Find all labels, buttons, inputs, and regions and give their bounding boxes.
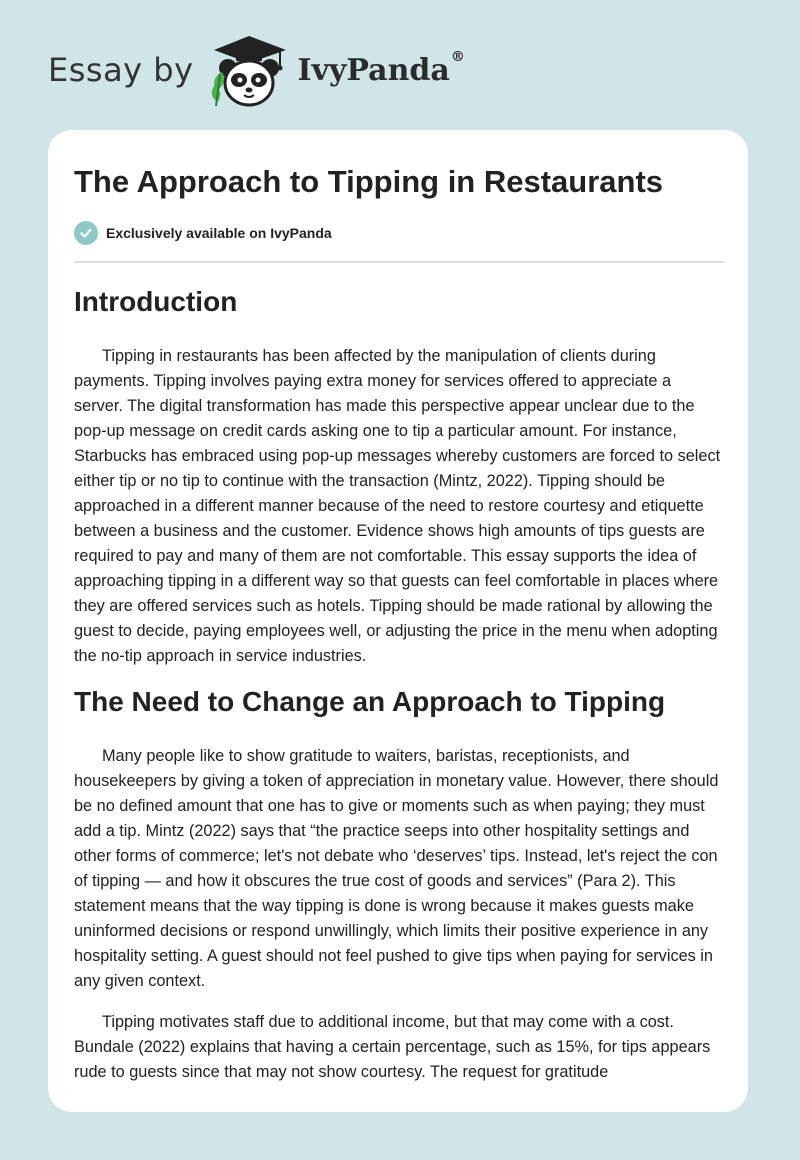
exclusive-badge-text: Exclusively available on IvyPanda — [106, 225, 332, 241]
paragraph: Many people like to show gratitude to waiters, baristas, receptionists, and housekeepers by giving a token of appreciation in monetary value. However, there should be no defined amount that one has to give or moments such as when paying; they must add a tip. Mintz (2022) says that “the practice seeps into other hospitality settings and other forms of commerce; let's not debate who ‘deserves’ tips. Instead, let's reject the con of tipping — and how it obscures the true cost of goods and services” (Para 2). This statement means that the way tipping is done is wrong because it makes guests make uninformed decisions or respond unwillingly, which limits their positive experience in any hospitality setting. A guest should not feel pushed to give tips when paying for services in any given context. — [74, 747, 719, 990]
brand-prefix: Essay by — [48, 51, 194, 89]
paragraph: Tipping in restaurants has been affected by the manipulation of clients during payments. Tipping involves paying extra money for services offered to appreciate a server. The digital transformation has made this perspective appear unclear due to the pop-up message on credit cards asking one to tip a particular amount. For instance, Starbucks has embraced using pop-up messages whereby customers are forced to select either tip or no tip to continue with the transaction (Mintz, 2022). Tipping should be approached in a different manner because of the need to restore courtesy and etiquette between a business and the customer. Evidence shows high amounts of tips guests are required to pay and many of them are not comfortable. This essay supports the idea of approaching tipping in a different way so that guests can feel comfortable in places where they are offered services such as hotels. Tipping should be made rational by allowing the guest to decide, paying employees well, or adjusting the price in the menu when adopting the no-tip approach in service industries. — [74, 347, 721, 665]
essay-card — [48, 130, 748, 1112]
exclusive-badge — [74, 221, 332, 245]
brand-name-text: IvyPanda — [297, 52, 450, 88]
panda-logo-icon — [206, 30, 292, 110]
brand-header — [48, 30, 465, 110]
check-icon — [74, 221, 98, 245]
page-title: The Approach to Tipping in Restaurants — [74, 164, 664, 199]
brand-name — [297, 48, 465, 88]
paragraph: Tipping motivates staff due to additional income, but that may come with a cost. Bundale (2022) explains that having a certain percentage, such as 15%, for tips appears rude to guests since that may not show courtesy. The request for gratitude — [74, 1013, 711, 1081]
section-heading-introduction: Introduction — [74, 286, 238, 317]
divider — [74, 261, 724, 263]
section-heading-need-to-change: The Need to Change an Approach to Tipping — [74, 686, 666, 717]
registered-mark: ® — [450, 48, 465, 65]
